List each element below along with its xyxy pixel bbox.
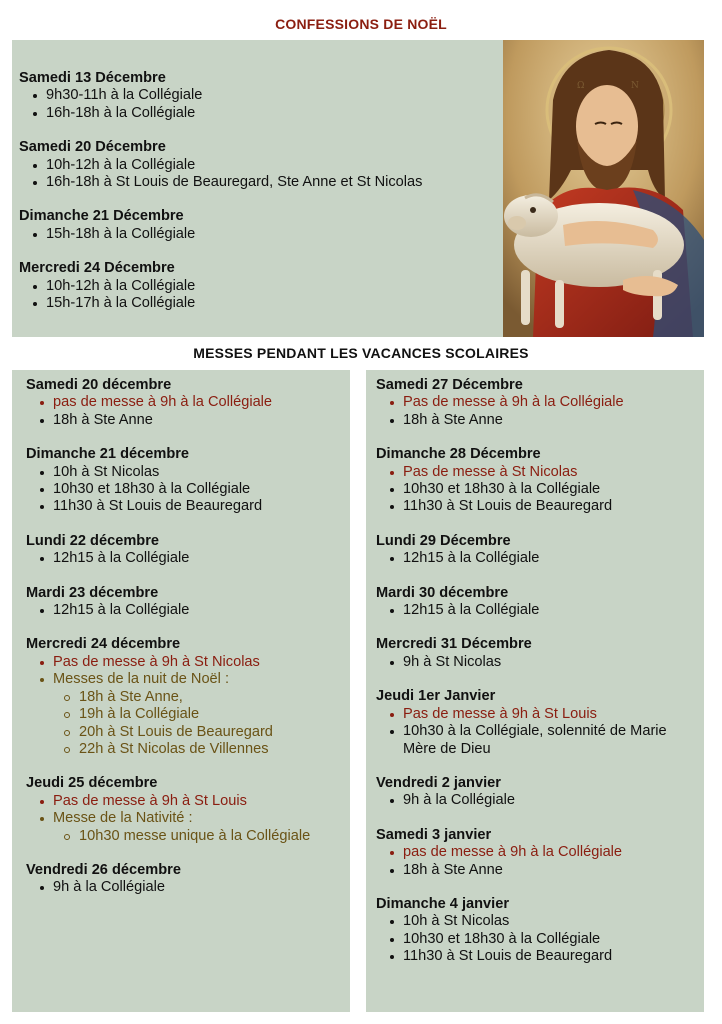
schedule-item: 16h-18h à la Collégiale <box>19 105 499 122</box>
cancelled-mass-item: pas de messe à 9h à la Collégiale <box>376 844 702 861</box>
mass-item: 9h à la Collégiale <box>376 792 702 809</box>
day-heading: Mercredi 24 Décembre <box>19 260 175 277</box>
mass-item: 10h30 et 18h30 à la Collégiale <box>376 481 702 498</box>
messes-left-list <box>26 377 346 897</box>
messes-title: MESSES PENDANT LES VACANCES SCOLAIRES <box>193 345 529 361</box>
cancelled-mass-item: Pas de messe à 9h à St Louis <box>376 706 702 723</box>
mass-item: 12h15 à la Collégiale <box>26 602 346 619</box>
day-heading: Jeudi 25 décembre <box>26 775 158 792</box>
jesus-with-lamb-icon <box>503 40 704 337</box>
schedule-item: 15h-18h à la Collégiale <box>19 226 499 243</box>
messes-right-column <box>366 370 704 1012</box>
nativity-mass-item: Messe de la Nativité : <box>26 810 346 827</box>
schedule-item: 15h-17h à la Collégiale <box>19 295 499 312</box>
day-heading: Dimanche 28 Décembre <box>376 446 541 463</box>
schedule-item: 16h-18h à St Louis de Beauregard, Ste Anne et St Nicolas <box>19 174 499 191</box>
mass-item: 10h à St Nicolas <box>376 913 702 930</box>
christmas-mass-subitem: 22h à St Nicolas de Villennes <box>26 741 346 758</box>
messes-right-list <box>376 377 702 966</box>
cancelled-mass-item: Pas de messe à 9h à la Collégiale <box>376 394 702 411</box>
day-heading: Mercredi 31 Décembre <box>376 636 532 653</box>
mass-item: 12h15 à la Collégiale <box>376 550 702 567</box>
day-heading: Jeudi 1er Janvier <box>376 688 496 705</box>
mass-item: 9h à St Nicolas <box>376 654 702 671</box>
christmas-mass-subitem: 20h à St Louis de Beauregard <box>26 724 346 741</box>
cancelled-mass-item: Pas de messe à St Nicolas <box>376 464 702 481</box>
day-heading: Lundi 29 Décembre <box>376 532 511 549</box>
day-heading: Dimanche 21 Décembre <box>19 208 184 225</box>
mass-item: 11h30 à St Louis de Beauregard <box>376 948 702 965</box>
day-heading: Samedi 20 décembre <box>26 377 172 393</box>
christmas-mass-subitem: 18h à Ste Anne, <box>26 689 346 706</box>
mass-item: 10h30 à la Collégiale, solennité de Marie <box>376 723 702 740</box>
mass-item: 10h à St Nicolas <box>26 464 346 481</box>
confessions-title: CONFESSIONS DE NOËL <box>275 16 447 32</box>
cancelled-mass-item: Pas de messe à 9h à St Louis <box>26 793 346 810</box>
mass-item: 10h30 et 18h30 à la Collégiale <box>26 481 346 498</box>
cancelled-mass-item: pas de messe à 9h à la Collégiale <box>26 394 346 411</box>
day-heading: Mercredi 24 décembre <box>26 636 181 653</box>
schedule-item: 10h-12h à la Collégiale <box>19 278 499 295</box>
schedule-item: 10h-12h à la Collégiale <box>19 157 499 174</box>
mass-item: 18h à Ste Anne <box>376 412 702 429</box>
day-heading: Vendredi 2 janvier <box>376 774 501 791</box>
day-heading: Mardi 30 décembre <box>376 584 509 601</box>
day-heading: Samedi 3 janvier <box>376 826 492 843</box>
mass-item: 11h30 à St Louis de Beauregard <box>26 498 346 515</box>
christmas-masses-item: Messes de la nuit de Noël : <box>26 671 346 688</box>
mass-item: 18h à Ste Anne <box>376 862 702 879</box>
day-heading: Samedi 27 Décembre <box>376 377 523 393</box>
cancelled-mass-item: Pas de messe à 9h à St Nicolas <box>26 654 346 671</box>
svg-text:Ω: Ω <box>577 81 585 91</box>
mass-item: 12h15 à la Collégiale <box>26 550 346 567</box>
day-heading: Dimanche 4 janvier <box>376 895 510 912</box>
day-heading: Lundi 22 décembre <box>26 532 160 549</box>
mass-item: 10h30 et 18h30 à la Collégiale <box>376 931 702 948</box>
mass-item-continuation: Mère de Dieu <box>403 740 491 757</box>
mass-item: 12h15 à la Collégiale <box>376 602 702 619</box>
mass-item: 18h à Ste Anne <box>26 412 346 429</box>
day-heading: Samedi 13 Décembre <box>19 70 166 86</box>
messes-left-column <box>12 370 350 1012</box>
nativity-mass-subitem: 10h30 messe unique à la Collégiale <box>26 828 346 845</box>
svg-text:Ν: Ν <box>631 81 639 91</box>
christmas-mass-subitem: 19h à la Collégiale <box>26 706 346 723</box>
mass-item: 9h à la Collégiale <box>26 879 346 896</box>
schedule-item: 9h30-11h à la Collégiale <box>19 87 499 104</box>
day-heading: Mardi 23 décembre <box>26 584 159 601</box>
day-heading: Samedi 20 Décembre <box>19 139 166 156</box>
confessions-list <box>19 70 499 312</box>
confessions-panel <box>12 40 704 337</box>
day-heading: Dimanche 21 décembre <box>26 446 190 463</box>
mass-item: 11h30 à St Louis de Beauregard <box>376 498 702 515</box>
day-heading: Vendredi 26 décembre <box>26 861 181 878</box>
